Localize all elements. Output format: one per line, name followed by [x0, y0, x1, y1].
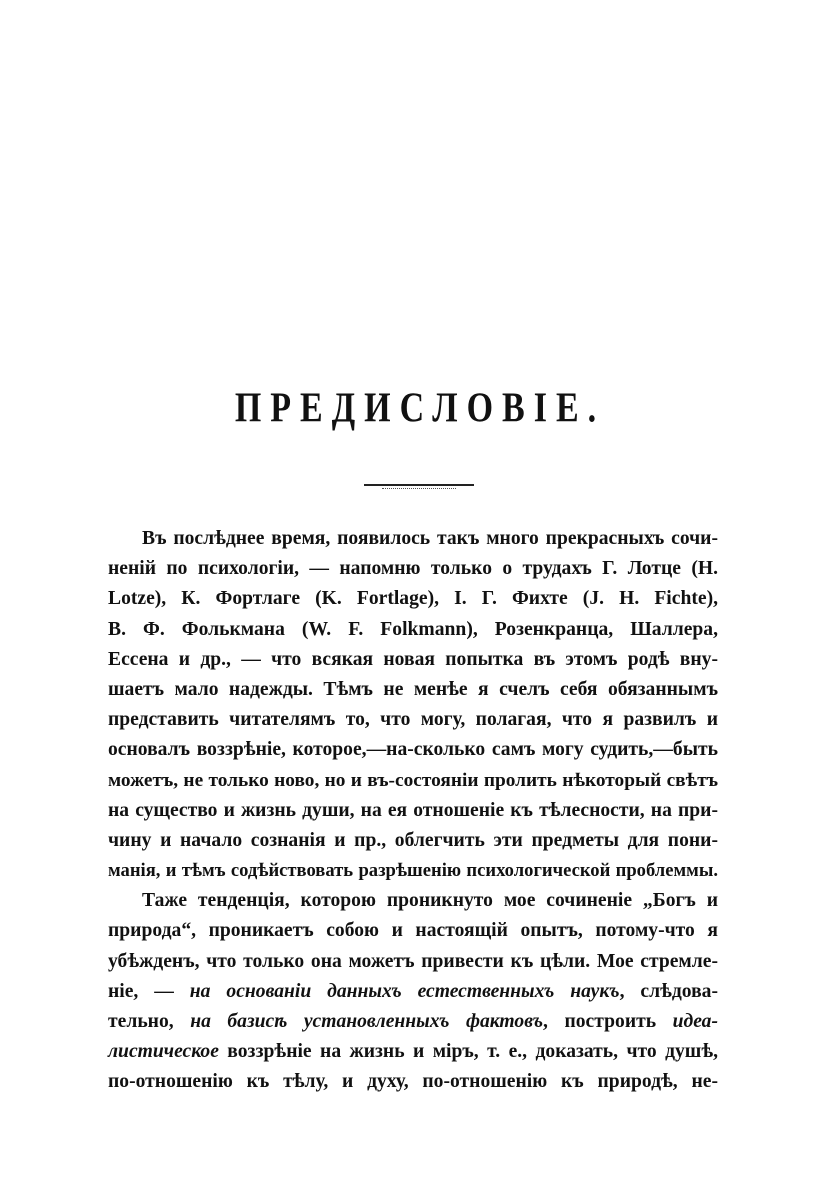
page-title: ПРЕДИСЛОВІЕ. — [234, 385, 606, 432]
text-line: можетъ, не только ново, но и въ-состояніи пролить нѣкоторый свѣтъ — [108, 769, 718, 791]
text-line: В. Ф. Фолькмана (W. F. Folkmann), Розенкранца, Шаллера, — [108, 618, 718, 640]
text-line: на существо и жизнь души, на ея отношеніе къ тѣлесности, на при- — [108, 799, 718, 821]
paragraph-2 — [108, 886, 718, 1097]
text-line: по-отношенію къ тѣлу, и духу, по-отношенію къ природѣ, не- — [108, 1071, 718, 1093]
text-line: основалъ воззрѣніе, которое,—на-сколько самъ могу судить,—быть — [108, 739, 718, 761]
text-line: Lotze), К. Фортлаге (K. Fortlage), I. Г. Фихте (J. H. Fichte), — [108, 588, 718, 610]
text-line: неній по психологіи, — напомню только о трудахъ Г. Лотце (H. — [108, 558, 718, 580]
paragraph-1 — [108, 524, 718, 886]
text-line: природа“, проникаетъ собою и настоящій опытъ, потому-что я — [108, 920, 718, 942]
italic-segment: листическое — [108, 1041, 219, 1063]
italic-segment: идеа- — [672, 1011, 719, 1032]
text-line: убѣжденъ, что только она можетъ привести къ цѣли. Мое стремле- — [108, 950, 718, 972]
text-segment: ніе, — — [108, 980, 190, 1002]
text-line-mixed — [108, 1007, 718, 1037]
text-line: манія, и тѣмъ содѣйствовать разрѣшенію психологической проблеммы. — [108, 860, 718, 882]
italic-segment: на основаніи данныхъ естественныхъ наукъ — [189, 980, 620, 1002]
text-line: представить читателямъ то, что могу, полагая, что я развилъ и — [108, 709, 718, 731]
text-segment: воззрѣніе на жизнь и міръ, т. е., доказать, что душѣ, — [218, 1041, 718, 1063]
italic-segment: на базисѣ установленныхъ фактовъ — [190, 1011, 544, 1032]
text-segment: , слѣдова- — [619, 980, 718, 1002]
body-text — [108, 524, 718, 1098]
text-line-mixed — [108, 977, 718, 1007]
text-line: Въ послѣднее время, появилось такъ много прекрасныхъ сочи- — [142, 528, 718, 549]
text-line-mixed — [108, 1037, 718, 1067]
text-segment: тельно, — [108, 1011, 191, 1032]
text-segment: , построить — [543, 1011, 673, 1032]
decorative-rule — [364, 484, 474, 486]
text-line: шаетъ мало надежды. Тѣмъ не менѣе я счелъ себя обязаннымъ — [108, 678, 718, 700]
text-line: Таже тенденція, которою проникнуто мое сочиненіе „Богъ и — [142, 890, 718, 912]
text-line: Ессена и др., — что всякая новая попытка въ этомъ родѣ вну- — [108, 648, 718, 670]
text-line: чину и начало сознанія и пр., облегчить эти предметы для пони- — [108, 829, 718, 851]
